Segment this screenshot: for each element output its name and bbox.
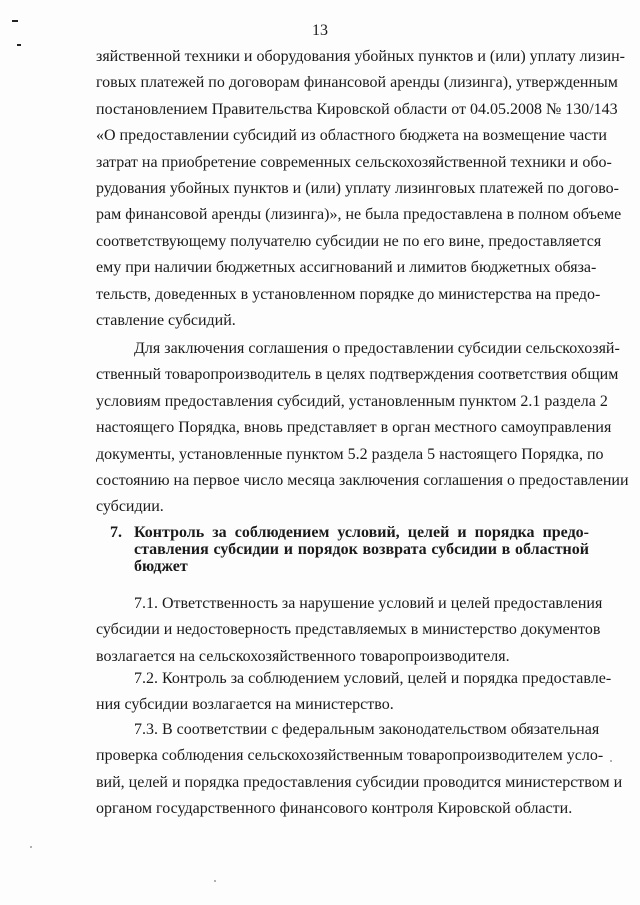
scan-speck [30,846,32,848]
text-line: говых платежей по договорам финансовой аренды (лизинга), утвержденным [96,74,618,92]
text-line: ему при наличии бюджетных ассигнований и лимитов бюджетных обяза- [96,259,597,277]
paragraph-7-1 [96,591,603,670]
paragraph-continuation [96,44,625,334]
scan-mark [17,44,21,46]
heading-line: бюджет [134,558,188,575]
text-line: 7.2. Контроль за соблюдением условий, целей и порядка предоставле- [134,670,612,687]
text-line: ставление субсидий. [96,311,236,329]
text-line: субсидии. [96,498,164,516]
text-line: условиям предоставления субсидий, установленным пунктом 2.1 раздела 2 [96,392,608,410]
heading-line: Контроль за соблюдением условий, целей и порядка предо- [134,524,589,541]
section-number: 7. [110,524,122,541]
text-line: органом государственного финансового контроля Кировской области. [96,800,573,818]
text-line: субсидии и недостоверность представляемых в министерство документов [96,621,601,639]
scan-speck [610,760,612,762]
text-line: 7.1. Ответственность за нарушение условий и целей предоставления [134,595,603,612]
heading-line: ставления субсидии и порядок возврата субсидии в областной [134,541,589,558]
text-line: «О предоставлении субсидий из областного бюджета на возмещение части [96,127,607,145]
text-line: документы, установленные пунктом 5.2 раздела 5 настоящего Порядка, по [96,445,604,463]
page-number: 13 [312,22,328,39]
text-line: ния субсидии возлагается на министерство. [96,696,394,714]
section-heading [110,524,589,575]
text-line: рам финансовой аренды (лизинга)», не была предоставлена в полном объеме [96,206,622,224]
text-line: 7.3. В соответствии с федеральным законодательством обязательная [134,721,600,738]
paragraph-7-2 [96,666,612,719]
text-line: возлагается на сельскохозяйственного товаропроизводителя. [96,647,510,665]
text-line: состоянию на первое число месяца заключения соглашения о предоставлении [96,471,629,489]
text-line: вий, целей и порядка предоставления субсидии проводится министерством и [96,773,623,791]
text-line: настоящего Порядка, вновь представляет в орган местного самоуправления [96,419,612,437]
text-line: затрат на приобретение современных сельскохозяйственной техники и обо- [96,153,612,171]
text-line: зяйственной техники и оборудования убойных пунктов и (или) уплату лизин- [96,48,625,65]
text-line: рудования убойных пунктов и (или) уплату лизинговых платежей по догово- [96,179,619,197]
text-line: проверка соблюдения сельскохозяйственным товаропроизводителем усло- [96,747,604,765]
scan-speck [214,880,216,882]
text-line: ственный товаропроизводитель в целях подтверждения соответствия общим [96,366,619,384]
paragraph-agreement [96,336,629,521]
text-line: Для заключения соглашения о предоставлении субсидии сельскохозяй- [134,340,620,357]
paragraph-7-3 [96,717,623,823]
text-line: тельств, доведенных в установленном порядке до министерства на предо- [96,285,601,303]
text-line: постановлением Правительства Кировской области от 04.05.2008 № 130/143 [96,100,618,118]
text-line: соответствующему получателю субсидии не по его вине, предоставляется [96,232,602,250]
